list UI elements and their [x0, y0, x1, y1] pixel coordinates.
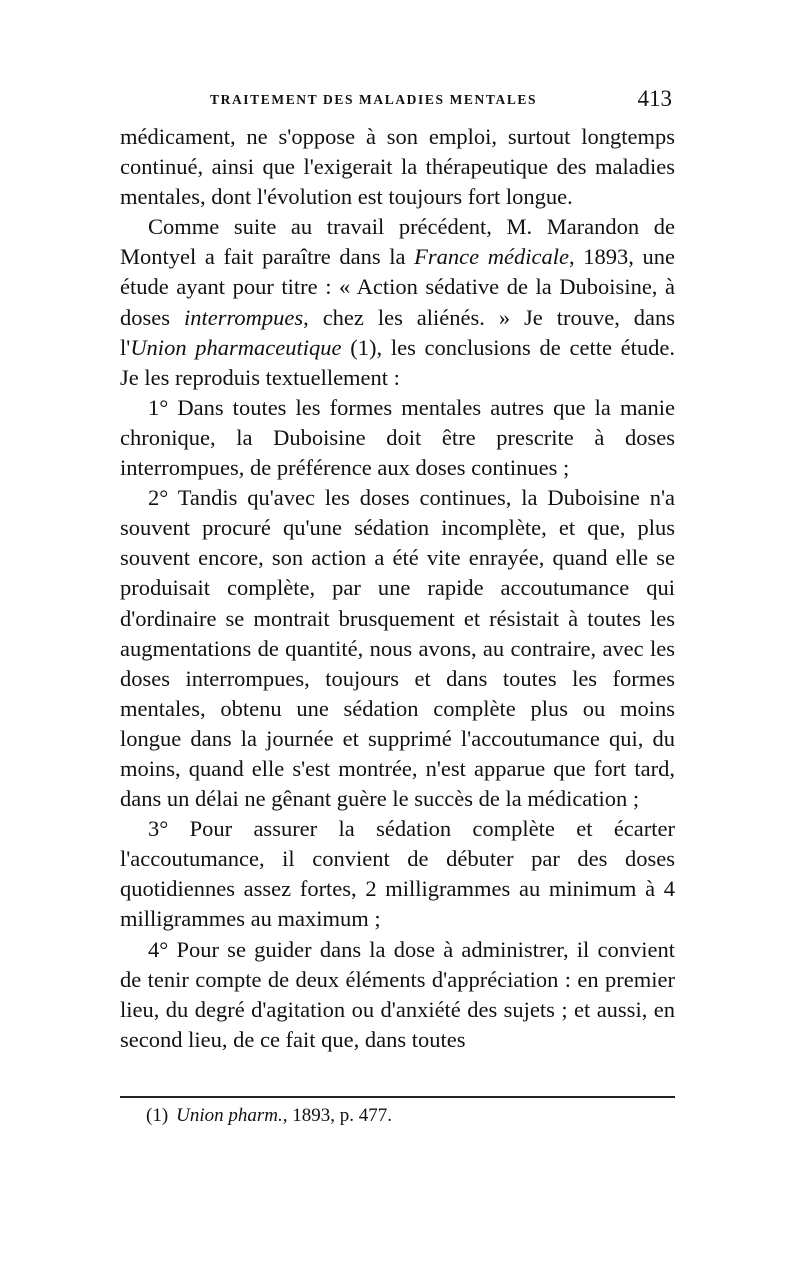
emphasis-interrompues: interrompues [183, 304, 304, 330]
journal-title-union-pharmaceutique: Union pharmaceutique [130, 334, 342, 360]
conclusion-4: 4° Pour se guider dans la dose à administrer, il convient de tenir compte de deux éléments d'appréciation : en premier lieu, du degré d'agitation ou d'anxiété des sujets ; et aussi, en second lieu, de ce fait que, dans toutes [120, 936, 675, 1052]
footnote-label: (1) [146, 1105, 169, 1126]
conclusion-3: 3° Pour assurer la sédation complète et écarter l'accoutumance, il convient de débuter par des doses quotidiennes assez fortes, 2 milligrammes au minimum à 4 milligrammes au maximum ; [120, 816, 675, 932]
footnote-rule [120, 1096, 675, 1098]
text-run: , chez les aliénés. » Je trouve, dans l' [120, 304, 676, 360]
body-text [120, 122, 675, 1055]
text-run: (1), les conclusions de cette étude. Je les reproduis textuellement : [120, 334, 676, 390]
page-number: 413 [637, 86, 672, 111]
conclusion-2: 2° Tandis qu'avec les doses continues, la Duboisine n'a souvent procuré qu'une sédation incomplète, et que, plus souvent encore, son action a été vite enrayée, quand elle se produisait complète, par une rapide accoutumance qui d'ordinaire se montrait brusquement et résistait à toutes les augmentations de quantité, nous avons, au contraire, avec les doses interrompues, toujours et dans toutes les formes mentales, obtenu une sédation complète plus ou moins longue dans la journée et supprimé l'accoutumance qui, du moins, quand elle s'est montrée, n'est apparue que fort tard, dans un délai ne gênant guère le succès de la médication ; [120, 485, 675, 812]
footnote-journal: Union pharm. [176, 1105, 283, 1126]
text-run: Comme suite au travail précédent, M. Marandon de Montyel a fait paraître dans la [120, 214, 675, 270]
footnote-citation: , 1893, p. 477. [282, 1105, 393, 1126]
paragraph-marandon-study [120, 212, 675, 393]
conclusion-1: 1° Dans toutes les formes mentales autres que la manie chronique, la Duboisine doit être prescrite à doses interrompues, de préférence aux doses continues ; [120, 394, 675, 481]
running-title: TRAITEMENT DES MALADIES MENTALES [210, 92, 538, 107]
footnote [146, 1104, 392, 1128]
running-head [120, 88, 680, 118]
journal-title-france-medicale: France médicale [414, 244, 569, 270]
paragraph-continuation: médicament, ne s'oppose à son emploi, surtout longtemps continué, ainsi que l'exigerait la thérapeutique des maladies mentales, dont l'évolution est toujours fort longue. [120, 124, 675, 210]
text-run: , 1893, une étude ayant pour titre : « Action sédative de la Duboisine, à doses [120, 244, 675, 330]
